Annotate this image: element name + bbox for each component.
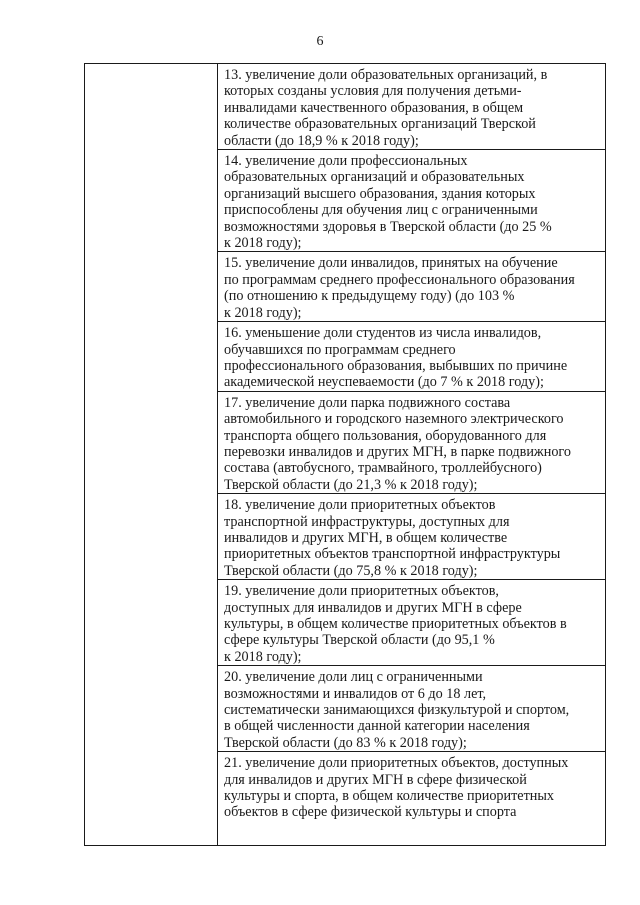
text-line: транспортной инфраструктуры, доступных для <box>224 513 510 530</box>
text-line: культуры и спорта, в общем количестве приоритетных <box>224 788 555 805</box>
text-line: 20. увеличение доли лиц с ограниченными <box>224 669 483 686</box>
text-line: доступных для инвалидов и других МГН в сфере <box>224 599 522 616</box>
text-line: к 2018 году); <box>224 648 302 665</box>
list-item-14 <box>218 150 605 252</box>
text-line: к 2018 году); <box>224 304 302 321</box>
list-item-19 <box>218 580 605 666</box>
list-item-16 <box>218 322 605 392</box>
text-line: к 2018 году); <box>224 235 302 252</box>
text-line: 16. уменьшение доли студентов из числа инвалидов, <box>224 325 542 342</box>
text-line: 15. увеличение доли инвалидов, принятых на обучение <box>224 255 558 272</box>
text-line: транспорта общего пользования, оборудованного для <box>224 427 547 444</box>
list-item-15 <box>218 252 605 322</box>
text-line: инвалидов и других МГН, в общем количестве <box>224 529 508 546</box>
text-line: 13. увеличение доли образовательных организаций, в <box>224 67 548 83</box>
text-line: систематически занимающихся физкультурой и спортом, <box>224 702 570 719</box>
text-line: обучавшихся по программам среднего <box>224 341 456 358</box>
text-line: академической неуспеваемости (до 7 % к 2018 году); <box>224 374 544 391</box>
text-line: количестве образовательных организаций Тверской <box>224 116 536 133</box>
text-line: организаций высшего образования, здания которых <box>224 185 536 202</box>
list-item-18 <box>218 494 605 580</box>
text-line: инвалидами качественного образования, в общем <box>224 99 524 116</box>
text-line: Тверской области (до 21,3 % к 2018 году); <box>224 476 478 493</box>
text-line: профессионального образования, выбывших по причине <box>224 357 568 374</box>
text-line: Тверской области (до 83 % к 2018 году); <box>224 734 467 751</box>
text-line: 21. увеличение доли приоритетных объектов, доступных <box>224 755 569 772</box>
text-line: по программам среднего профессионального образования <box>224 271 575 288</box>
text-line: (по отношению к предыдущему году) (до 103 % <box>224 288 515 305</box>
text-line: Тверской области (до 75,8 % к 2018 году); <box>224 562 478 579</box>
text-line: автомобильного и городского наземного электрического <box>224 411 564 428</box>
list-item-20 <box>218 666 605 752</box>
table-left-column <box>85 64 218 845</box>
text-line: приспособлены для обучения лиц с ограниченными <box>224 202 538 219</box>
text-line: 18. увеличение доли приоритетных объектов <box>224 497 496 514</box>
list-item-21 <box>218 752 605 821</box>
text-line: приоритетных объектов транспортной инфраструктуры <box>224 546 561 563</box>
text-line: возможностями здоровья в Тверской области (до 25 % <box>224 218 552 235</box>
text-line: состава (автобусного, трамвайного, троллейбусного) <box>224 460 542 477</box>
text-line: 14. увеличение доли профессиональных <box>224 153 468 170</box>
text-line: объектов в сфере физической культуры и спорта <box>224 804 517 821</box>
text-line: перевозки инвалидов и других МГН, в парке подвижного <box>224 443 571 460</box>
table-right-column <box>218 64 605 845</box>
list-item-13 <box>218 64 605 150</box>
text-line: сфере культуры Тверской области (до 95,1 % <box>224 632 495 649</box>
text-line: области (до 18,9 % к 2018 году); <box>224 132 419 149</box>
text-line: в общей численности данной категории населения <box>224 718 530 735</box>
text-line: 19. увеличение доли приоритетных объектов, <box>224 583 499 600</box>
text-line: образовательных организаций и образовательных <box>224 169 525 186</box>
list-item-17 <box>218 392 605 494</box>
document-table <box>84 63 606 846</box>
page-number: 6 <box>316 34 324 49</box>
text-line: которых созданы условия для получения детьми- <box>224 83 522 100</box>
text-line: 17. увеличение доли парка подвижного состава <box>224 394 511 411</box>
text-line: культуры, в общем количестве приоритетных объектов в <box>224 616 567 632</box>
text-line: возможностями и инвалидов от 6 до 18 лет, <box>224 685 487 702</box>
text-line: для инвалидов и других МГН в сфере физической <box>224 771 527 788</box>
